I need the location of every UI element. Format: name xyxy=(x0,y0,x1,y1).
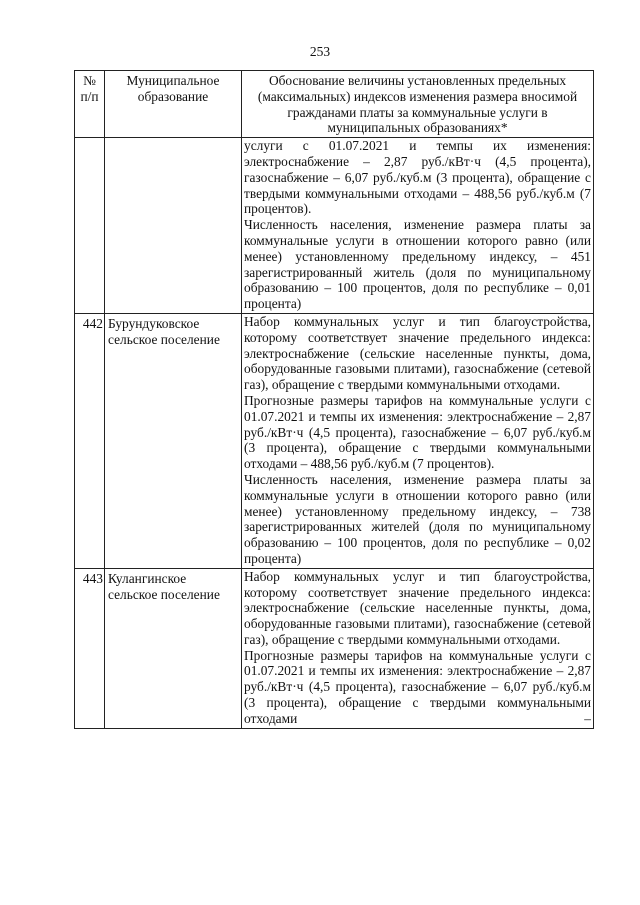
justification-paragraph: Набор коммунальных услуг и тип благоустройства, которому соответствует значение предельного индекса: электроснабжение (сельские населенные пункты, дома, оборудованные газовыми плитами), газоснабжение (сетевой газ), обращение с твердыми коммунальными отходами. xyxy=(244,313,591,393)
justification-paragraph: услуги с 01.07.2021 и темпы их изменения: электроснабжение – 2,87 руб./кВт·ч (4,5 процента), газоснабжение – 6,07 руб./куб.м (3 процента), обращение с твердыми коммунальными отходами – 488,56 руб./куб.м (7 процентов). xyxy=(244,138,591,217)
header-municipality: Муниципальное образование xyxy=(105,71,242,138)
table-row xyxy=(75,138,594,314)
justification-paragraph: Численность населения, изменение размера платы за коммунальные услуги в отношении которого равно (или менее) установленному предельному индексу, – 451 зарегистрированный житель (доля по муниципальному образованию – 100 процентов, доля по республике – 0,01 процента) xyxy=(244,217,591,312)
row-num: 442 xyxy=(75,313,105,568)
row-num xyxy=(75,138,105,314)
row-municipality: Кулангинское сельское поселение xyxy=(105,568,242,728)
justification-paragraph: Набор коммунальных услуг и тип благоустройства, которому соответствует значение предельного индекса: электроснабжение (сельские населенные пункты, дома, оборудованные газовыми плитами), газоснабжение (сетевой газ), обращение с твердыми коммунальными отходами. xyxy=(244,568,591,647)
header-justification: Обоснование величины установленных предельных (максимальных) индексов изменения размера вносимой гражданами платы за коммунальные услуги в муниципальных образованиях* xyxy=(242,71,594,138)
row-justification xyxy=(242,313,594,568)
table-header-row xyxy=(75,71,594,138)
justification-paragraph: Численность населения, изменение размера платы за коммунальные услуги в отношении которого равно (или менее) установленному предельному индексу, – 738 зарегистрированных жителей (доля по муниципальному образованию – 100 процентов, доля по республике – 0,02 процента) xyxy=(244,471,591,566)
table-row xyxy=(75,568,594,728)
justification-paragraph: Прогнозные размеры тарифов на коммунальные услуги с 01.07.2021 и темпы их изменения: электроснабжение – 2,87 руб./кВт·ч (4,5 процента), газоснабжение – 6,07 руб./куб.м (3 процента), обращение с твердыми коммунальными отходами – 488,56 руб./куб.м (7 процентов). xyxy=(244,392,591,472)
row-municipality xyxy=(105,138,242,314)
row-municipality: Бурундуковское сельское поселение xyxy=(105,313,242,568)
header-num: № п/п xyxy=(75,71,105,138)
indices-table xyxy=(74,70,594,729)
table-row xyxy=(75,313,594,568)
row-justification xyxy=(242,138,594,314)
row-num: 443 xyxy=(75,568,105,728)
justification-paragraph: Прогнозные размеры тарифов на коммунальные услуги с 01.07.2021 и темпы их изменения: электроснабжение – 2,87 руб./кВт·ч (4,5 процента), газоснабжение – 6,07 руб./куб.м (3 процента), обращение с твердыми коммунальными отходами – xyxy=(244,647,591,726)
row-justification xyxy=(242,568,594,728)
page-number: 253 xyxy=(309,44,331,59)
